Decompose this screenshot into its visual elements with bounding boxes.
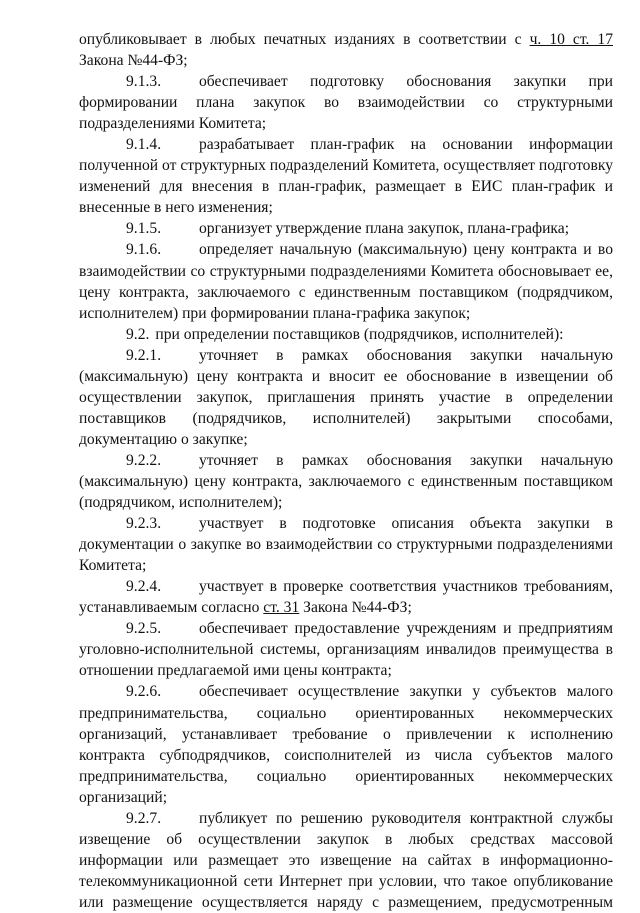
paragraph-number: 9.1.5. [126,220,162,238]
paragraph-number: 9.2.4. [126,578,162,596]
paragraph-9-2-7 [79,808,613,913]
paragraph-continuation [79,29,613,71]
paragraph-number: 9.1.4. [126,136,162,154]
paragraph-9-2-1 [79,345,613,450]
paragraph-text: участвует в проверке соответствия участников требованиям, устанавливаемым согласно [79,578,613,617]
paragraph-text: опубликовывает в любых печатных изданиях в соответствии с [79,31,530,48]
paragraph-number: 9.2.2. [126,451,162,469]
paragraph-number: 9.2.5. [126,620,162,638]
paragraph-text: определяет начальную (максимальную) цену контракта и во взаимодействии со структурными подразделениями Комитета обосновывает ее, цену контракта, заключаемого с единственным поставщиком (подрядчиком, исполнителем) при формировании плана-графика закупок; [79,241,613,322]
law-reference-link[interactable]: ст. 31 [263,599,300,617]
paragraph-text: обеспечивает предоставление учреждениям и предприятиям уголовно-исполнительной системы, организациям инвалидов преимущества в отношении предлагаемой ими цены контракта; [79,620,613,680]
paragraph-number: 9.2.7. [126,809,162,827]
paragraph-number: 9.2. [126,325,150,343]
paragraph-number: 9.1.6. [126,241,162,259]
paragraph-number: 9.2.1. [126,346,162,364]
paragraph-text: уточняет в рамках обоснования закупки начальную (максимальную) цену контракта и вносит ее обоснование в извещении об осуществлении закупок, приглашения принять участие в определении поставщиков (подрядчиков, исполнителей) закрытыми способами, документацию о закупке; [79,346,613,448]
paragraph-9-1-3 [79,71,613,134]
paragraph-text: обеспечивает осуществление закупки у субъектов малого предпринимательства, социально ориентированных некоммерческих организаций, устанавливает требование о привлечении к исполнению контракта субподрядчиков, соисполнителей из числа субъектов малого предпринимательства, социально ориентированных некоммерческих организаций; [79,683,613,806]
paragraph-text: Закона №44-ФЗ; [79,52,188,70]
paragraph-text: обеспечивает подготовку обоснования закупки при формировании плана закупок во взаимодействии со структурными подразделениями Комитета; [79,73,613,133]
paragraph-number: 9.2.6. [126,683,162,701]
paragraph-text: организует утверждение плана закупок, плана-графика; [199,220,570,238]
paragraph-9-2-4 [79,576,613,618]
paragraph-number: 9.2.3. [126,515,162,533]
paragraph-text: при определении поставщиков (подрядчиков, исполнителей): [155,325,564,343]
law-reference-link[interactable]: ч. 10 ст. 17 [529,31,613,48]
paragraph-9-2-2 [79,450,613,513]
paragraph-text: публикует по решению руководителя контрактной службы извещение об осуществлении закупок в любых средствах массовой информации или размещает это извещение на сайтах в информационно-телекоммуникационной сети Интернет при условии, что такое опубликование или размещение осуществляется наряду с размещением, предусмотренным [79,809,613,911]
paragraph-text: разрабатывает план-график на основании информации полученной от структурных подразделений Комитета, осуществляет подготовку изменений для внесения в план-график, размещает в ЕИС план-график и внесенные в него изменения; [79,136,613,217]
paragraph-text: Закона №44-ФЗ; [299,599,412,617]
paragraph-text: уточняет в рамках обоснования закупки начальную (максимальную) цену контракта, заключаемого с единственным поставщиком (подрядчиком, исполнителем); [79,451,613,512]
paragraph-number: 9.1.3. [126,73,162,91]
paragraph-9-2-6 [79,681,613,807]
paragraph-9-2-5 [79,618,613,681]
paragraph-9-1-5 [79,218,613,239]
paragraph-9-2-3 [79,513,613,576]
paragraph-9-1-6 [79,239,613,323]
paragraph-9-2 [79,324,613,345]
paragraph-text: участвует в подготовке описания объекта закупки в документации о закупке во взаимодействии со структурными подразделениями Комитета; [79,515,613,575]
paragraph-9-1-4 [79,134,613,218]
